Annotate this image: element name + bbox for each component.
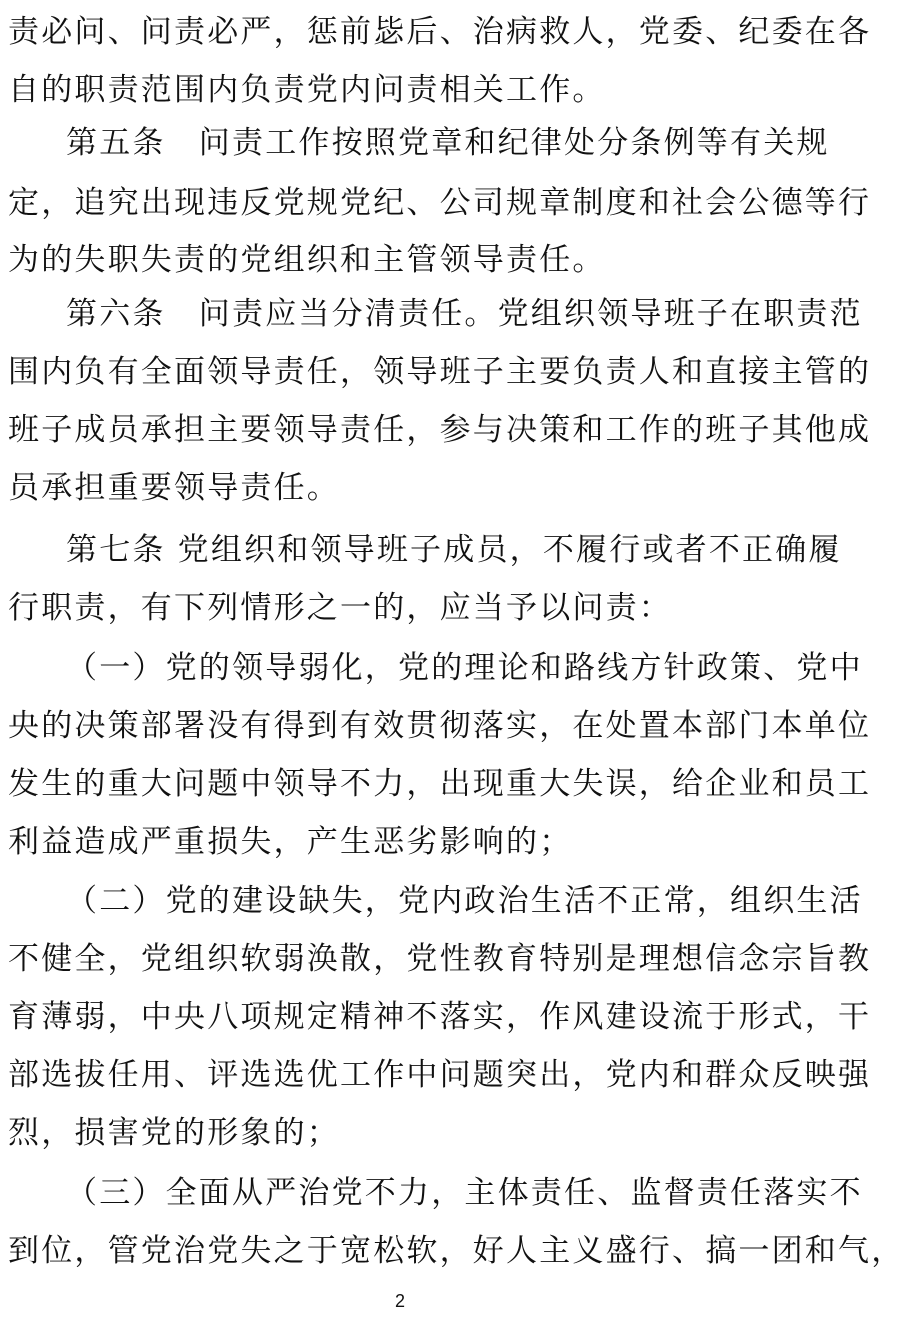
text-line: 到位，管党治党失之于宽松软，好人主义盛行、搞一团和气， <box>8 1233 904 1269</box>
text-line: （三）全面从严治党不力，主体责任、监督责任落实不 <box>66 1175 863 1211</box>
text-line: 班子成员承担主要领导责任，参与决策和工作的班子其他成 <box>8 412 872 448</box>
text-line: 行职责，有下列情形之一的，应当予以问责： <box>8 590 672 626</box>
text-line: 第七条 党组织和领导班子成员，不履行或者不正确履 <box>66 532 842 568</box>
text-line: 定，追究出现违反党规党纪、公司规章制度和社会公德等行 <box>8 185 872 221</box>
page-number: 2 <box>394 1291 405 1311</box>
text-line: 不健全，党组织软弱涣散，党性教育特别是理想信念宗旨教 <box>8 941 872 977</box>
text-line: 央的决策部署没有得到有效贯彻落实，在处置本部门本单位 <box>8 708 872 744</box>
text-line: （一）党的领导弱化，党的理论和路线方针政策、党中 <box>66 650 863 686</box>
text-line: 围内负有全面领导责任，领导班子主要负责人和直接主管的 <box>8 354 872 390</box>
text-line: 利益造成严重损失，产生恶劣影响的； <box>8 824 573 860</box>
text-line: 第六条 问责应当分清责任。党组织领导班子在职责范 <box>66 296 863 332</box>
text-line: 员承担重要领导责任。 <box>8 470 340 506</box>
text-line: 第五条 问责工作按照党章和纪律处分条例等有关规 <box>66 125 830 161</box>
text-line: 烈，损害党的形象的； <box>8 1115 340 1151</box>
text-line: 自的职责范围内负责党内问责相关工作。 <box>8 72 606 108</box>
text-line: 部选拔任用、评选选优工作中问题突出，党内和群众反映强 <box>8 1057 872 1093</box>
text-line: 育薄弱，中央八项规定精神不落实，作风建设流于形式，干 <box>8 999 872 1035</box>
text-line: 责必问、问责必严，惩前毖后、治病救人，党委、纪委在各 <box>8 14 872 50</box>
text-line: 为的失职失责的党组织和主管领导责任。 <box>8 242 606 278</box>
text-line: 发生的重大问题中领导不力，出现重大失误，给企业和员工 <box>8 766 872 802</box>
text-line: （二）党的建设缺失，党内政治生活不正常，组织生活 <box>66 883 863 919</box>
